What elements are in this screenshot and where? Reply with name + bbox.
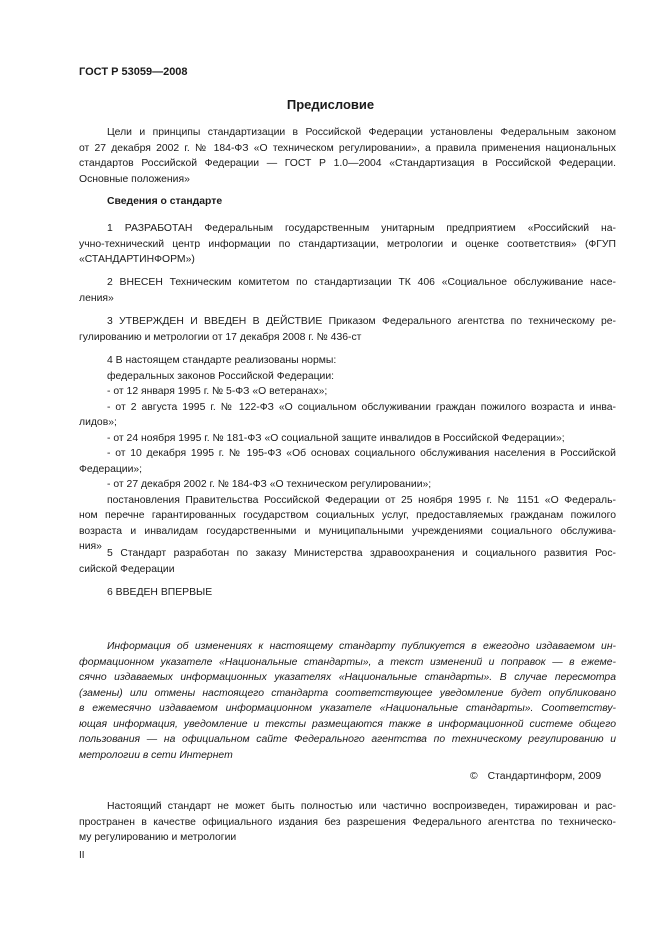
section-heading-text: Сведения о стандарте: [107, 196, 223, 207]
item-line: - от 24 ноября 1995 г. № 181-ФЗ «О социальной защите инвалидов в Российской Федерации»;: [107, 432, 565, 444]
intro-line: стандартов Российской Федерации — ГОСТ Р 1.0—2004 «Стандартизация в Российской Федерации.: [79, 158, 616, 169]
item-line: 5 Стандарт разработан по заказу Министерства здравоохранения и социального развития Рос-: [107, 548, 616, 559]
intro-paragraph: [79, 125, 616, 187]
intro-line: от 27 декабря 2002 г. № 184-ФЗ «О техническом регулировании», а правила применения национальных: [79, 142, 616, 154]
information-note: [79, 639, 616, 763]
item-line: сийской Федерации: [79, 563, 175, 575]
item-line: ном перечне гарантированных государством социальных услуг, предоставляемых гражданам пожилого: [79, 510, 616, 521]
note-line: формационном указателе «Национальные стандарты», а текст изменений и поправок — в ежеме-: [79, 656, 616, 668]
note-line: пользования — на официальном сайте Федерального агентства по техническому регулированию и: [79, 734, 616, 745]
item-3: [79, 314, 616, 345]
item-line: учно-технический центр информации по стандартизации, метрологии и оценке соответствия» (ФГУП: [79, 238, 616, 250]
copyright-line: [470, 771, 601, 782]
item-line: «СТАНДАРТИНФОРМ»): [79, 254, 195, 265]
item-line: 4 В настоящем стандарте реализованы нормы:: [107, 355, 337, 366]
item-line: 6 ВВЕДЕН ВПЕРВЫЕ: [107, 587, 213, 598]
item-line: ления»: [79, 292, 114, 304]
note-line: в ежемесячно издаваемом информационном указателе «Национальные стандарты». Соответству-: [79, 703, 616, 714]
item-line: 3 УТВЕРЖДЕН И ВВЕДЕН В ДЕЙСТВИЕ Приказом Федерального агентства по техническому ре-: [107, 316, 616, 327]
item-line: 2 ВНЕСЕН Техническим комитетом по стандартизации ТК 406 «Социальное обслуживание насе-: [107, 277, 616, 288]
document-code-header: ГОСТ Р 53059—2008: [79, 66, 188, 78]
item-4: [79, 353, 616, 555]
item-2: [79, 275, 616, 306]
notice-line: Настоящий стандарт не может быть полностью или частично воспроизведен, тиражирован и рас-: [107, 801, 616, 812]
page-number: II: [79, 850, 85, 861]
item-line: - от 27 декабря 2002 г. № 184-ФЗ «О техническом регулировании»;: [107, 479, 432, 490]
item-line: - от 2 августа 1995 г. № 122-ФЗ «О социальном обслуживании граждан пожилого возраста и инва-: [107, 401, 616, 413]
note-line: ющая информация, уведомление и тексты размещаются также в информационной системе общего: [79, 718, 616, 730]
page-title: Предисловие: [286, 97, 375, 112]
item-1: [79, 221, 616, 268]
item-line: постановления Правительства Российской Федерации от 25 ноября 1995 г. № 1151 «О Федераль-: [107, 494, 616, 506]
section-heading: [79, 194, 616, 210]
copyright-text: Стандартинформ, 2009: [487, 771, 602, 782]
item-line: - от 12 января 1995 г. № 5-ФЗ «О ветеранах»;: [107, 386, 328, 397]
note-line: Информация об изменениях к настоящему стандарту публикуется в ежегодно издаваемом ин-: [107, 641, 616, 652]
item-line: гулированию и метрологии от 17 декабря 2008 г. № 436-ст: [79, 331, 362, 343]
item-6: [79, 585, 616, 601]
note-line: (замены) или отмены настоящего стандарта соответствующее уведомление будет опубликовано: [79, 687, 616, 699]
item-line: Федерации»;: [79, 463, 143, 475]
notice-line: му регулированию и метрологии: [79, 832, 237, 843]
intro-line: Основные положения»: [79, 173, 190, 185]
copyright-symbol: ©: [470, 771, 478, 782]
item-line: возраста и инвалидам государственными и муниципальными учреждениями социального обслужива-: [79, 525, 616, 537]
item-line: - от 10 декабря 1995 г. № 195-ФЗ «Об основах социального обслуживания населения в Российской: [107, 448, 616, 459]
reproduction-notice: [79, 799, 616, 846]
item-line: лидов»;: [79, 417, 117, 428]
item-line: 1 РАЗРАБОТАН Федеральным государственным унитарным предприятием «Российский на-: [107, 223, 616, 234]
item-line: ния»: [79, 541, 102, 552]
intro-line: Цели и принципы стандартизации в Российской Федерации установлены Федеральным законом: [107, 127, 616, 138]
note-line: метрологии в сети Интернет: [79, 749, 233, 761]
notice-line: пространен в качестве официального издания без разрешения Федерального агентства по техническо-: [79, 816, 616, 828]
note-line: сячно издаваемых информационных указателях «Национальные стандарты». В случае пересмотра: [79, 672, 616, 683]
item-line: федеральных законов Российской Федерации:: [107, 370, 335, 382]
item-5: [79, 546, 616, 577]
